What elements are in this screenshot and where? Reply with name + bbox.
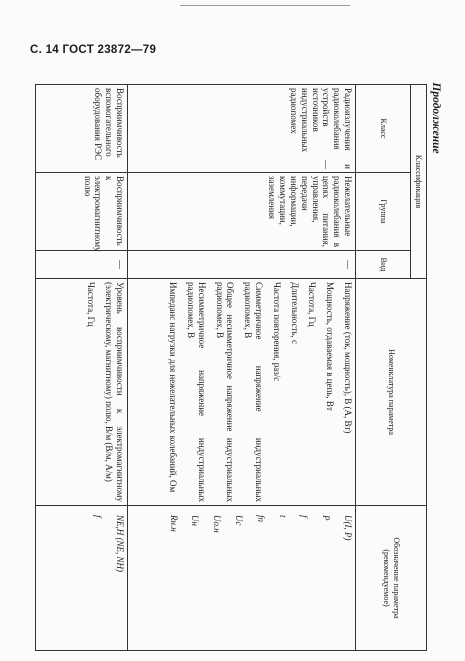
parameter-symbol: t bbox=[277, 515, 288, 518]
header-nomenclature: Номенклатура параметра bbox=[356, 279, 427, 506]
parameter-symbol: f bbox=[93, 515, 104, 518]
parameter-symbol: P bbox=[321, 515, 332, 521]
parameter-symbol: fп bbox=[255, 515, 266, 523]
table-row bbox=[128, 85, 356, 651]
parameter-name: Симметричное напряжение индустриальных радиопомех, В bbox=[243, 282, 265, 503]
parameter-symbol: Uо.н bbox=[212, 515, 223, 533]
cell-group: Нежелательные радиоколебания в цепях питания, управления, передачи информации, коммутации, заземления bbox=[128, 173, 356, 251]
cell-designation bbox=[128, 506, 356, 651]
parameter-name: Частота повторения, раз/с bbox=[271, 282, 282, 382]
parameter-symbol: Uс bbox=[234, 515, 245, 526]
cell-group: Восприимчивость к электромагнитному полю bbox=[36, 173, 128, 251]
parameter-name: Частота, Гц bbox=[86, 282, 97, 327]
parameter-name: Общее несимметричное напряжение индустриальных радиопомех, В bbox=[214, 282, 236, 503]
header-kind: Вид bbox=[356, 251, 411, 279]
parameter-symbol: U(I, P) bbox=[343, 515, 353, 541]
parameter-name: Напряжение (ток, мощность), В (А, Вт) bbox=[343, 282, 353, 434]
header-classification: Классификация bbox=[411, 85, 427, 279]
page-header: С. 14 ГОСТ 23872—79 bbox=[30, 44, 157, 56]
cell-kind: — bbox=[128, 251, 356, 279]
continued-label: Продолжение bbox=[430, 82, 442, 154]
table-container bbox=[35, 84, 427, 650]
cell-class: Восприимчивость вспомогательного оборудования РЭС bbox=[36, 85, 128, 173]
parameter-name: Мощность, отдаваемая в цепь, Вт bbox=[325, 282, 336, 411]
scan-edge-line bbox=[180, 5, 350, 6]
cell-kind: — bbox=[36, 251, 128, 279]
parameter-name: Длительность, с bbox=[289, 282, 300, 345]
parameter-name: Несимметричное напряжение индустриальных радиопомех, В bbox=[186, 282, 207, 503]
parameters-table bbox=[35, 84, 427, 651]
header-class: Класс bbox=[356, 85, 411, 173]
header-group: Группа bbox=[356, 173, 411, 251]
cell-designation bbox=[36, 506, 128, 651]
parameter-name: Импеданс нагрузки для нежелательных колебаний, Ом bbox=[168, 282, 179, 493]
parameter-symbol: Rн.н bbox=[168, 515, 179, 532]
cell-class: Радиоизлучения и радиоколебания устройств — источников индустриальных радиопомех bbox=[128, 85, 356, 173]
table-row bbox=[36, 85, 128, 651]
parameter-name: Уровень восприимчивости к электромагнитному (электрическому, магнитному) полю, В/м (В/м, А/м) bbox=[104, 282, 125, 503]
header-designation: Обозначение параметра (рекомендуемое) bbox=[356, 506, 427, 651]
cell-nomenclature bbox=[128, 279, 356, 506]
cell-nomenclature bbox=[36, 279, 128, 506]
parameter-symbol: f bbox=[299, 515, 310, 518]
parameter-name: Частота, Гц bbox=[307, 282, 318, 327]
parameter-symbol: Uн bbox=[190, 515, 201, 526]
parameter-symbol: NE,H (NE, NH) bbox=[115, 515, 125, 573]
